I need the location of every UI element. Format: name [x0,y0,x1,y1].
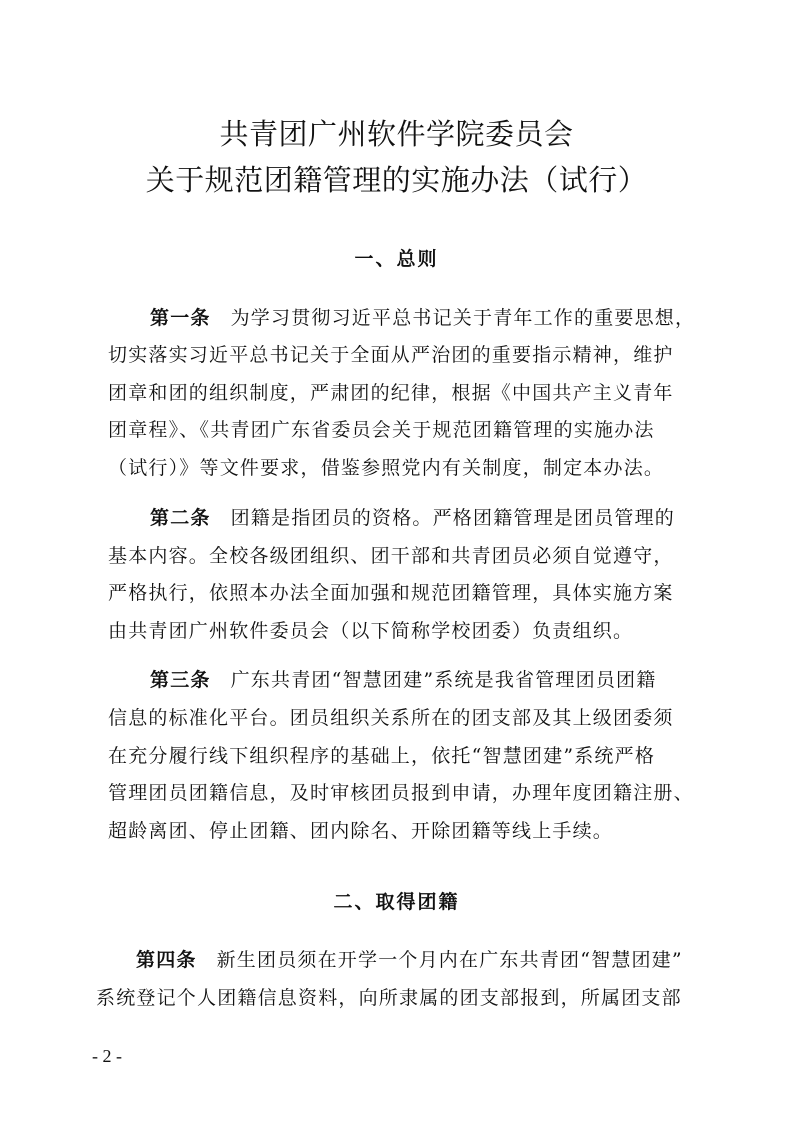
article-4-line-1 [136,948,716,972]
article-2-line-1 [150,506,708,530]
article-3-line-1 [150,668,708,692]
article-4-text-1: 新生团员须在开学一个月内在广东共青团“智慧团建” [216,949,683,971]
document-title-line-2: 关于规范团籍管理的实施办法（试行） [145,163,648,197]
article-2-line-4: 由共青团广州软件委员会（以下简称学校团委）负责组织。 [108,620,634,642]
article-3-line-5: 超龄离团、停止团籍、团内除名、开除团籍等线上手续。 [108,820,614,842]
article-3-text-1: 广东共青团“智慧团建”系统是我省管理团员团籍 [230,669,657,691]
article-1-text-1: 为学习贯彻习近平总书记关于青年工作的重要思想， [230,307,696,329]
article-1-line-1 [150,306,708,330]
article-2-line-3: 严格执行，依照本办法全面加强和规范团籍管理，具体实施方案 [108,582,674,604]
article-3-line-3: 在充分履行线下组织程序的基础上，依托“智慧团建”系统严格 [108,745,656,767]
article-4-line-2: 系统登记个人团籍信息资料，向所隶属的团支部报到，所属团支部 [96,987,682,1009]
article-3-label: 第三条 [150,669,211,691]
article-1-line-3: 团章和团的组织制度，严肃团的纪律，根据《中国共产主义青年 [108,382,674,404]
section-heading-general: 一、总则 [354,248,439,270]
article-1-line-4: 团章程》、《共青团广东省委员会关于规范团籍管理的实施办法 [108,419,655,441]
article-1-line-2: 切实落实习近平总书记关于全面从严治团的重要指示精神，维护 [108,344,674,366]
article-1-label: 第一条 [150,307,211,329]
article-1-line-5: （试行）》等文件要求，借鉴参照党内有关制度，制定本办法。 [108,457,665,479]
article-2-text-1: 团籍是指团员的资格。严格团籍管理是团员管理的 [230,507,676,529]
article-2-line-2: 基本内容。全校各级团组织、团干部和共青团员必须自觉遵守， [108,545,674,567]
section-heading-membership: 二、取得团籍 [333,891,460,913]
page-number: - 2 - [92,1046,122,1066]
article-4-label: 第四条 [136,949,197,971]
article-3-line-2: 信息的标准化平台。团员组织关系所在的团支部及其上级团委须 [108,707,674,729]
article-3-line-4: 管理团员团籍信息，及时审核团员报到申请，办理年度团籍注册、 [108,782,694,804]
article-2-label: 第二条 [150,507,211,529]
document-title-line-1: 共青团广州软件学院委员会 [219,117,574,151]
